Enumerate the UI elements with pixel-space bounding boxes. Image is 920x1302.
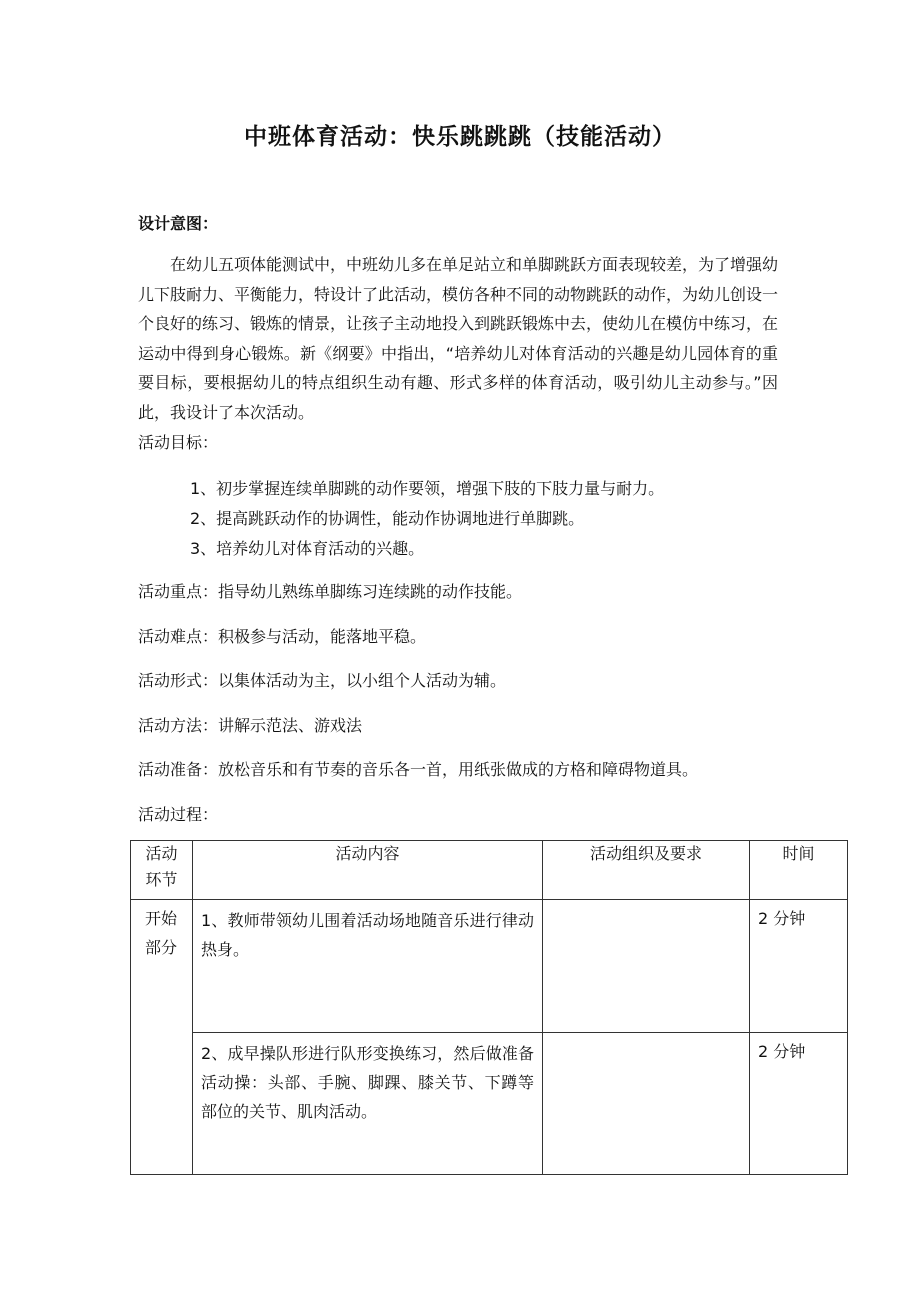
design-intent-paragraph: 在幼儿五项体能测试中，中班幼儿多在单足站立和单脚跳跃方面表现较差，为了增强幼儿下肢耐力、平衡能力，特设计了此活动，模仿各种不同的动物跳跃的动作，为幼儿创设一个良好的练习、锻炼的情景，让孩子主动地投入到跳跃锻炼中去，使幼儿在模仿中练习，在运动中得到身心锻炼。新《纲要》中指出，“培养幼儿对体育活动的兴趣是幼儿园体育的重要目标，要根据幼儿的特点组织生动有趣、形式多样的体育活动，吸引幼儿主动参与。”因此，我设计了本次活动。 — [138, 255, 779, 422]
header-organization: 活动组织及要求 — [543, 841, 750, 900]
organization-cell — [543, 1033, 750, 1175]
time-cell: 2 分钟 — [750, 900, 848, 1033]
activity-method-line: 活动方法：讲解示范法、游戏法 — [138, 716, 363, 735]
goal-item-1: 1、初步掌握连续单脚跳的动作要领，增强下肢的下肢力量与耐力。 — [190, 479, 665, 498]
content-cell: 1、教师带领幼儿围着活动场地随音乐进行律动热身。 — [193, 900, 543, 1033]
process-label: 活动过程： — [138, 805, 219, 824]
organization-cell — [543, 900, 750, 1033]
document-title: 中班体育活动：快乐跳跳跳（技能活动） — [244, 124, 676, 150]
header-stage-line1: 活动 — [145, 844, 178, 863]
stage-cell — [131, 900, 193, 1175]
goals-label: 活动目标： — [138, 433, 219, 452]
table-row — [131, 900, 848, 1033]
table-header-row — [131, 841, 848, 900]
table-row — [131, 1033, 848, 1175]
stage-line1: 开始 — [145, 909, 178, 928]
goal-item-3: 3、培养幼儿对体育活动的兴趣。 — [190, 539, 425, 558]
header-time: 时间 — [750, 841, 848, 900]
content-cell: 2、成早操队形进行队形变换练习，然后做准备活动操：头部、手腕、脚踝、膝关节、下蹲等部位的关节、肌肉活动。 — [193, 1033, 543, 1175]
stage-line2: 部分 — [145, 938, 178, 957]
activity-form-line: 活动形式：以集体活动为主，以小组个人活动为辅。 — [138, 671, 507, 690]
difficulty-line: 活动难点：积极参与活动，能落地平稳。 — [138, 627, 427, 646]
header-stage-line2: 环节 — [145, 870, 178, 889]
activity-process-table — [130, 840, 848, 1175]
header-content: 活动内容 — [193, 841, 543, 900]
goal-item-2: 2、提高跳跃动作的协调性，能动作协调地进行单脚跳。 — [190, 509, 585, 528]
header-stage — [131, 841, 193, 900]
time-cell: 2 分钟 — [750, 1033, 848, 1175]
key-point-line: 活动重点：指导幼儿熟练单脚练习连续跳的动作技能。 — [138, 582, 523, 601]
design-intent-heading: 设计意图： — [138, 214, 219, 233]
activity-preparation-line: 活动准备：放松音乐和有节奏的音乐各一首，用纸张做成的方格和障碍物道具。 — [138, 760, 699, 779]
